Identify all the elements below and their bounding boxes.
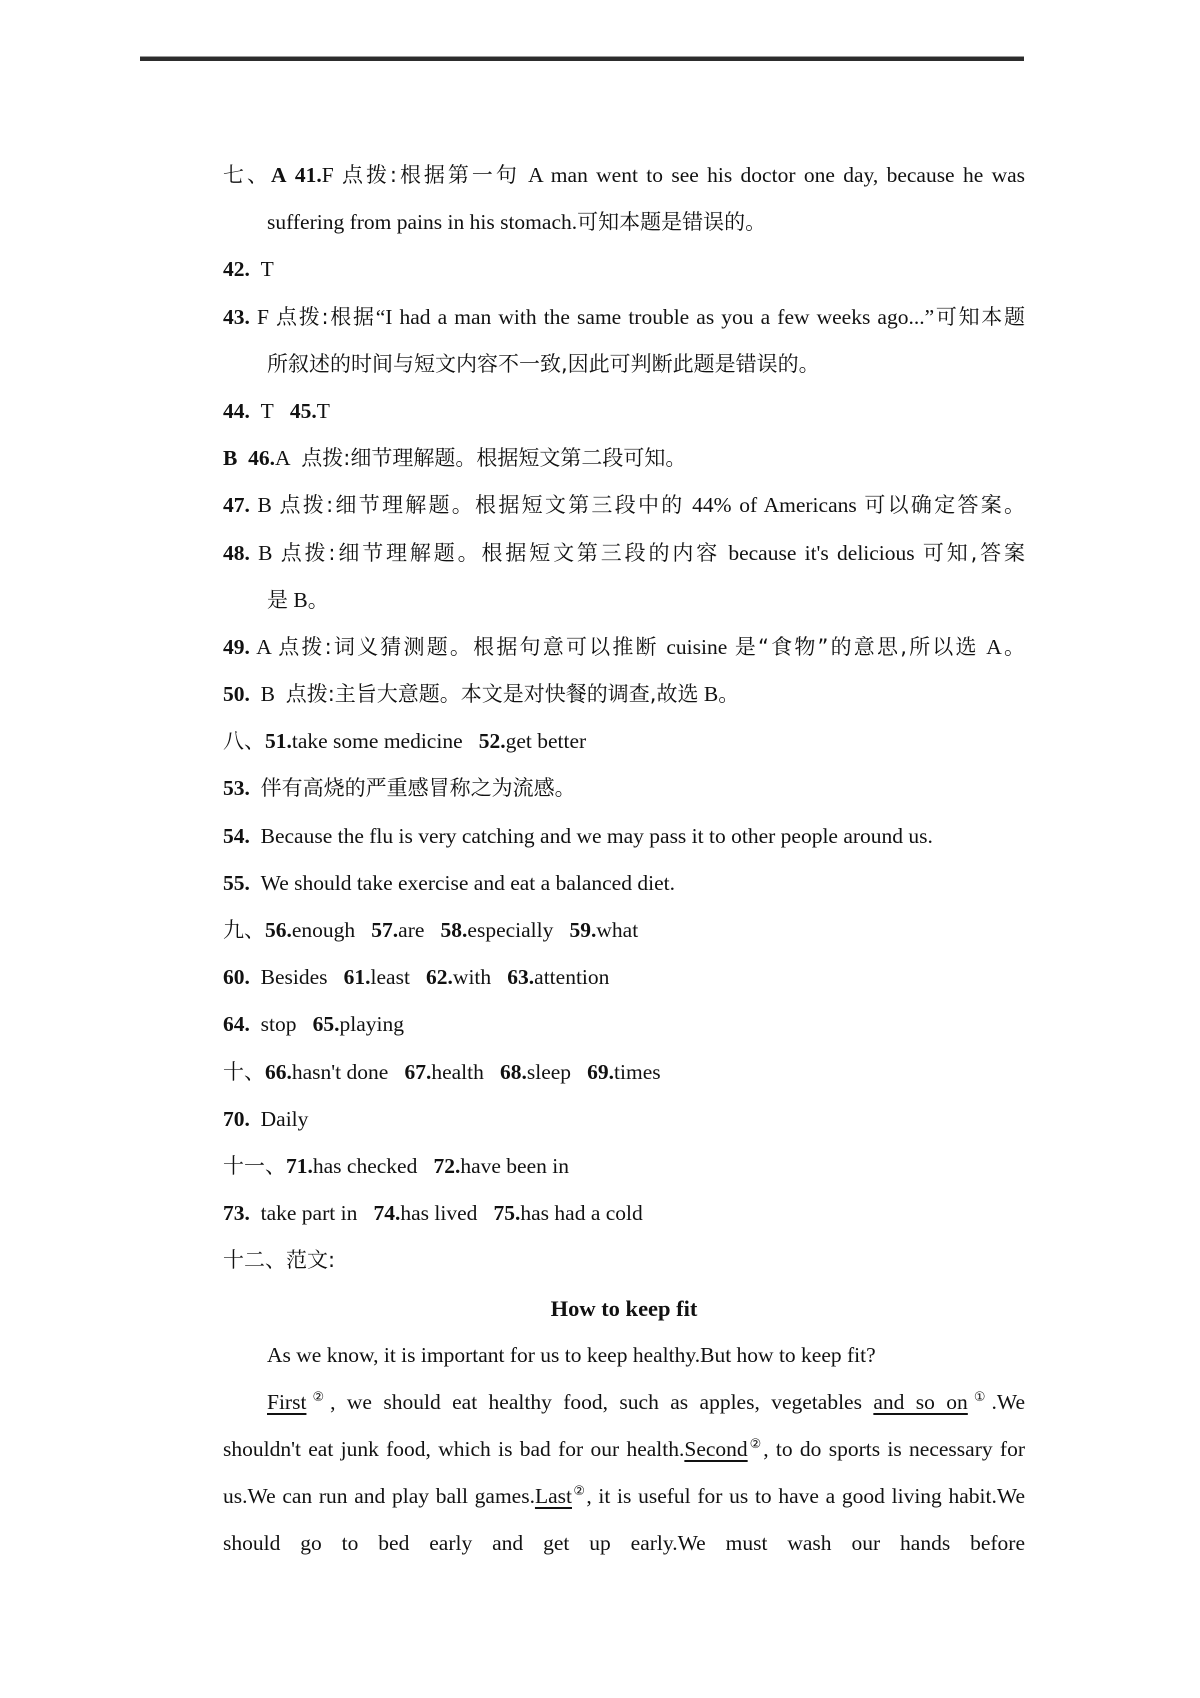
answer-number: 43. — [223, 304, 250, 329]
text-run — [571, 1060, 587, 1084]
answer-number: 45. — [289, 398, 317, 423]
answer-number: How to keep fit — [550, 1295, 698, 1321]
text-run: A — [978, 634, 1002, 659]
chinese-text-run: 。 — [718, 682, 740, 707]
text-run: shouldn't eat junk food, which is bad for our health. — [223, 1437, 685, 1462]
text-run — [296, 1012, 312, 1036]
answer-number: 72. — [433, 1153, 461, 1178]
chinese-text-run: 可以确定答案。 — [864, 493, 1025, 518]
answer-lines — [223, 152, 1025, 1568]
text-run: 44% of Americans — [684, 493, 865, 518]
text-run: suffering from pains in his stomach. — [267, 210, 578, 235]
text-run — [250, 776, 261, 800]
text-run: T — [260, 257, 274, 282]
essay-line-1 — [223, 1332, 1025, 1379]
answer-number: 74. — [373, 1201, 401, 1226]
answer-number: 60. — [223, 965, 250, 990]
text-run: are — [398, 918, 425, 942]
answer-line-46 — [223, 435, 1025, 482]
text-run — [424, 918, 440, 942]
answer-line-56-59 — [223, 907, 1025, 954]
answer-number: 48. — [223, 540, 250, 565]
text-run: B — [698, 682, 719, 707]
text-run — [250, 541, 258, 565]
answer-number: 55. — [223, 870, 250, 895]
text-run: A — [256, 634, 271, 659]
chinese-text-run: 可知本题 — [934, 304, 1025, 329]
answer-line-66-69 — [223, 1049, 1025, 1096]
text-run: us.We can run and play ball games. — [223, 1484, 535, 1509]
footnote-ref: ② — [306, 1389, 331, 1405]
answer-number: 41. — [294, 163, 322, 187]
chinese-text-run: 点拨:根据 — [276, 304, 376, 329]
text-run — [357, 1201, 373, 1225]
text-run — [410, 965, 426, 989]
answer-number: 68. — [499, 1059, 527, 1084]
answer-line-51-52 — [223, 718, 1025, 765]
text-run: Because the flu is very catching and we may pass it to other people around us. — [260, 823, 933, 848]
chinese-text-run: 点拨:细节理解题。根据短文第三段的内容 — [280, 540, 721, 565]
text-run — [250, 257, 261, 281]
text-run: least — [370, 965, 410, 990]
essay-line-2 — [223, 1379, 1025, 1426]
answer-number: 70. — [223, 1106, 250, 1131]
chinese-text-run: 十、 — [223, 1059, 265, 1084]
answer-line-53 — [223, 765, 1025, 812]
text-run: get better — [505, 729, 587, 754]
text-run: , to do sports is necessary for — [763, 1437, 1025, 1462]
answer-number: 57. — [371, 918, 399, 942]
text-run — [463, 729, 479, 753]
answer-line-64-65 — [223, 1001, 1025, 1048]
answer-line-49 — [223, 624, 1025, 671]
text-run — [250, 871, 261, 895]
chinese-text-run: 点拨:根据第一句 — [342, 163, 520, 187]
essay-line-3 — [223, 1426, 1025, 1473]
underlined-run: and so on — [873, 1389, 968, 1414]
footnote-ref: ① — [967, 1389, 992, 1405]
text-run: take part in — [260, 1201, 358, 1226]
text-run: B — [258, 540, 273, 565]
text-run: what — [596, 918, 639, 942]
chinese-text-run: 点拨:主旨大意题。本文是对快餐的调查,故选 — [285, 682, 699, 707]
chinese-text-run: 是“食物”的意思,所以选 — [734, 634, 979, 659]
text-run: .We — [991, 1389, 1025, 1414]
underlined-run: Second — [684, 1437, 748, 1462]
answer-number: 75. — [493, 1201, 521, 1226]
text-run: enough — [291, 918, 356, 942]
text-run — [250, 965, 261, 989]
answer-number: 64. — [223, 1012, 250, 1037]
answer-number: B — [223, 446, 238, 471]
answer-line-54 — [223, 813, 1025, 860]
text-run — [275, 682, 286, 706]
text-run: should go to bed early and get up early.We must wash our hands before — [223, 1531, 1025, 1556]
text-run — [250, 399, 261, 423]
text-run: “I had a man with the same trouble as you a few weeks ago...” — [375, 304, 935, 329]
text-run: A man went to see his doctor one day, because he was — [519, 163, 1025, 187]
underlined-run: Last — [534, 1484, 572, 1509]
text-run: B — [260, 682, 275, 707]
answer-line-43 — [223, 294, 1025, 341]
text-run: We should take exercise and eat a balanced diet. — [260, 870, 675, 895]
text-run — [250, 1201, 261, 1225]
text-run: T — [316, 398, 330, 423]
answer-number: 59. — [569, 918, 597, 942]
essay-line-5 — [223, 1520, 1025, 1567]
text-run — [334, 163, 342, 187]
text-run — [250, 824, 261, 848]
footnote-ref: ② — [747, 1436, 764, 1452]
answer-number: 69. — [587, 1059, 615, 1084]
answer-number: 52. — [478, 729, 506, 754]
answer-number: 42. — [223, 257, 250, 282]
answer-number: 54. — [223, 823, 250, 848]
chinese-text-run: 可知本题是错误的。 — [577, 210, 767, 235]
answer-line-41-cont — [223, 199, 1025, 246]
text-run: attention — [534, 965, 610, 990]
text-run: hasn't done — [291, 1059, 389, 1084]
text-run — [388, 1060, 404, 1084]
text-run: , we should eat healthy food, such as apples, vegetables — [330, 1389, 874, 1414]
answer-number: 63. — [507, 965, 535, 990]
essay-title — [223, 1285, 1025, 1332]
answer-number: 58. — [440, 918, 468, 942]
text-run: sleep — [526, 1059, 572, 1084]
text-run — [250, 682, 261, 706]
text-run — [274, 399, 290, 423]
chinese-text-run: 。 — [307, 587, 329, 612]
text-run: has checked — [312, 1153, 418, 1178]
answer-number: 47. — [223, 493, 250, 518]
answer-line-48 — [223, 530, 1025, 577]
answer-line-60-63 — [223, 954, 1025, 1001]
chinese-text-run: 点拨:细节理解题。根据短文第二段可知。 — [301, 446, 687, 471]
text-run: because it's delicious — [720, 540, 923, 565]
answer-line-55 — [223, 860, 1025, 907]
answer-number: 49. — [223, 634, 250, 659]
text-run — [237, 446, 248, 470]
answer-number: 71. — [286, 1153, 313, 1178]
text-run — [491, 965, 507, 989]
text-run — [291, 446, 302, 470]
text-run — [250, 305, 257, 329]
text-run: cuisine — [658, 634, 735, 659]
chinese-text-run: 八、 — [223, 729, 265, 754]
text-run: has lived — [400, 1201, 478, 1226]
text-run: especially — [467, 918, 554, 942]
answer-number: 46. — [248, 446, 275, 471]
answer-line-47 — [223, 482, 1025, 529]
top-rule — [140, 56, 1024, 61]
text-run: Besides — [260, 965, 328, 990]
text-run: A — [274, 446, 291, 471]
answer-number: 51. — [265, 729, 292, 754]
text-run: F — [321, 163, 334, 187]
text-run — [417, 1154, 433, 1178]
text-run: B — [288, 587, 308, 612]
section-12-heading — [223, 1237, 1025, 1284]
text-run: F — [256, 304, 269, 329]
answer-line-73-75 — [223, 1190, 1025, 1237]
text-run: has had a cold — [520, 1201, 643, 1226]
text-run: As we know, it is important for us to keep healthy.But how to keep fit? — [267, 1342, 876, 1367]
chinese-text-run: 。 — [1001, 634, 1025, 659]
answer-line-44-45 — [223, 388, 1025, 435]
answer-number: 66. — [265, 1059, 292, 1084]
answer-number: 62. — [426, 965, 453, 990]
chinese-text-run: 是 — [267, 587, 288, 612]
text-run: health — [431, 1059, 484, 1084]
text-run: take some medicine — [291, 729, 463, 754]
text-run — [250, 493, 258, 517]
answer-line-43-cont — [223, 341, 1025, 388]
text-run — [250, 1107, 261, 1131]
text-run: stop — [260, 1012, 297, 1037]
chinese-text-run: 可知,答案 — [922, 540, 1025, 565]
underlined-run: First — [267, 1389, 307, 1414]
chinese-text-run: 所叙述的时间与短文内容不一致,因此可判断此题是错误的。 — [267, 351, 820, 376]
text-run: Daily — [260, 1106, 309, 1131]
chinese-text-run: 伴有高烧的严重感冒称之为流感。 — [260, 776, 576, 801]
text-run — [272, 541, 280, 565]
answer-line-41 — [223, 152, 1025, 199]
chinese-text-run: 九、 — [223, 918, 265, 942]
text-run — [477, 1201, 493, 1225]
answer-number: 61. — [343, 965, 371, 990]
text-run — [553, 918, 569, 942]
text-run: T — [260, 398, 274, 423]
answer-line-71-72 — [223, 1143, 1025, 1190]
text-run: with — [452, 965, 492, 990]
answer-line-48-cont — [223, 577, 1025, 624]
text-run: playing — [339, 1012, 404, 1037]
text-run: times — [614, 1059, 661, 1084]
essay-line-4 — [223, 1473, 1025, 1520]
chinese-text-run: 点拨:词义猜测题。根据句意可以推断 — [278, 634, 659, 659]
text-run — [484, 1060, 500, 1084]
chinese-text-run: 十一、 — [223, 1153, 286, 1178]
chinese-text-run: 七、 — [223, 163, 271, 187]
answer-number: 73. — [223, 1201, 250, 1226]
text-run — [286, 163, 294, 187]
text-run — [250, 1012, 261, 1036]
answer-line-50 — [223, 671, 1025, 718]
footnote-ref: ② — [571, 1484, 587, 1500]
chinese-text-run: 点拨:细节理解题。根据短文第三段中的 — [279, 493, 685, 518]
answer-line-70 — [223, 1096, 1025, 1143]
text-run — [355, 918, 371, 942]
answer-number: A — [270, 163, 287, 187]
answer-line-42 — [223, 246, 1025, 293]
text-run: , it is useful for us to have a good living habit.We — [586, 1484, 1025, 1509]
text-run: B — [257, 493, 272, 518]
answer-number: 50. — [223, 682, 250, 707]
answer-number: 67. — [404, 1059, 432, 1084]
text-run — [269, 305, 276, 329]
chinese-text-run: 十二、范文: — [223, 1248, 336, 1273]
answer-number: 53. — [223, 776, 250, 801]
text-run — [272, 493, 280, 517]
answer-number: 56. — [265, 918, 292, 942]
text-run — [328, 965, 344, 989]
text-run: have been in — [460, 1153, 569, 1178]
answer-number: 65. — [312, 1012, 340, 1037]
answer-number: 44. — [223, 398, 250, 423]
